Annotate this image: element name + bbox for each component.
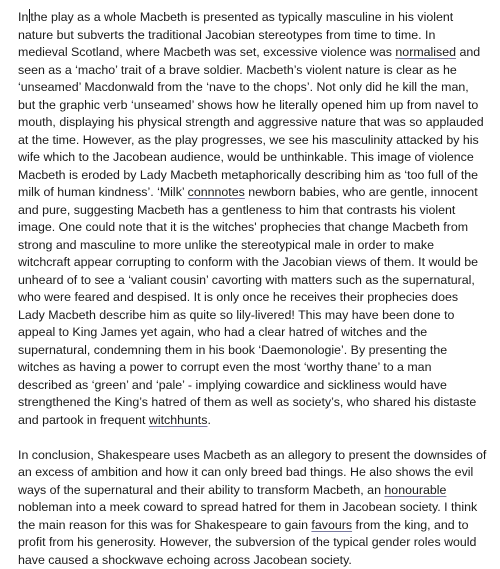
text-run: witches as having a power to corrupt even the most ‘worthy thane’ to a man <box>18 360 431 374</box>
flagged-word: honourable <box>384 483 446 497</box>
text-run: and <box>456 45 480 59</box>
text-line <box>18 237 500 255</box>
text-run: nature but subverts the traditional Jacobian stereotypes from time to time. In <box>18 28 435 42</box>
text-line <box>18 447 500 465</box>
text-line <box>18 27 500 45</box>
text-run: ways of the supernatural and their ability to transform Macbeth, an <box>18 483 384 497</box>
text-line <box>18 412 500 430</box>
text-run: the play as a whole Macbeth is presented as typically masculine in his violent <box>30 10 453 24</box>
text-line <box>18 79 500 97</box>
text-run: who were feared and despised. It is only once he receives their prophecies does <box>18 290 458 304</box>
text-run: and pure, suggesting Macbeth has a gentleness to him that contrasts his violent <box>18 203 455 217</box>
text-run: the main reason for this was for Shakespeare to gain <box>18 518 311 532</box>
text-run: image. One could note that it is the witches' prophecies that change Macbeth from <box>18 220 468 234</box>
text-run: profit from his generosity. However, the subversion of the typical gender roles would <box>18 535 476 549</box>
text-line <box>18 394 500 412</box>
text-line <box>18 132 500 150</box>
text-run: unheard of to see a ‘valiant cousin’ cavorting with matters such as the supernatural, <box>18 273 475 287</box>
text-run: strong and masculine to more unlike the stereotypical male in order to make <box>18 238 434 252</box>
text-run: described as ‘green’ and ‘pale’ - implying cowardice and sickliness would have <box>18 378 447 392</box>
text-line <box>18 307 500 325</box>
text-line <box>18 289 500 307</box>
text-run: wife which to the Jacobean audience, would be unthinkable. This image of violence <box>18 150 474 164</box>
text-line <box>18 324 500 342</box>
flagged-word: witchhunts <box>149 413 208 427</box>
text-run: Macbeth is eroded by Lady Macbeth metaphorically describing him as ‘too full of the <box>18 168 478 182</box>
text-run: supernatural, condemning them in his book ‘Daemonologie’. By presenting the <box>18 343 447 357</box>
text-line <box>18 272 500 290</box>
flagged-word: connnotes <box>188 185 245 199</box>
text-run: mouth, displaying his physical strength and aggressive nature that was so applauded <box>18 115 484 129</box>
text-line <box>18 167 500 185</box>
text-run: medieval Scotland, where Macbeth was set, excessive violence was <box>18 45 395 59</box>
text-run: In <box>18 10 28 24</box>
flagged-word: normalised <box>395 45 456 59</box>
text-run: Lady Macbeth describe him as quite so lily-livered! This may have been done to <box>18 308 454 322</box>
text-run: nobleman into a meek coward to spread hatred for them in Jacobean society. I think <box>18 500 477 514</box>
paragraph <box>18 447 500 569</box>
text-line <box>18 377 500 395</box>
text-line <box>18 149 500 167</box>
text-line <box>18 342 500 360</box>
text-line <box>18 9 500 27</box>
text-run: In conclusion, Shakespeare uses Macbeth as an allegory to present the downsides of <box>18 448 486 462</box>
paragraph <box>18 9 500 429</box>
text-line <box>18 552 500 569</box>
text-line <box>18 114 500 132</box>
text-run: strengthened the King’s hatred of them as well as society’s, who shared his distaste <box>18 395 476 409</box>
text-line <box>18 499 500 517</box>
text-line <box>18 254 500 272</box>
text-line <box>18 464 500 482</box>
text-run: have caused a shockwave echoing across Jacobean society. <box>18 553 352 567</box>
text-line <box>18 517 500 535</box>
text-run: witchcraft appear corrupting to conform with the Jacobian views of them. It would be <box>18 255 478 269</box>
text-run: at the time. However, as the play progresses, we see his masculinity attacked by his <box>18 133 479 147</box>
text-run: but the graphic verb ‘unseamed’ shows how he literally opened him up from navel to <box>18 98 478 112</box>
text-run: from the king, and to <box>352 518 468 532</box>
text-run: ‘unseamed’ Macdonwald from the ‘nave to the chops’. Not only did he kill the man, <box>18 80 469 94</box>
text-line <box>18 44 500 62</box>
text-line <box>18 482 500 500</box>
text-run: an excess of ambition and how it can only breed bad things. He also shows the evil <box>18 465 473 479</box>
flagged-word: favours <box>311 518 352 532</box>
text-run: and partook in frequent <box>18 413 149 427</box>
text-line <box>18 97 500 115</box>
text-run: newborn babies, who are gentle, innocent <box>245 185 478 199</box>
text-run: appeal to King James yet again, who had a clear hatred of witches and the <box>18 325 427 339</box>
text-line <box>18 534 500 552</box>
text-line <box>18 184 500 202</box>
text-line <box>18 62 500 80</box>
document-body[interactable] <box>18 9 500 569</box>
text-line <box>18 202 500 220</box>
text-run: milk of human kindness’. ‘Milk’ <box>18 185 188 199</box>
text-line <box>18 359 500 377</box>
text-run: seen as a ‘macho’ trait of a brave soldier. Macbeth’s violent nature is clear as he <box>18 63 457 77</box>
text-line <box>18 219 500 237</box>
text-run: . <box>207 413 210 427</box>
